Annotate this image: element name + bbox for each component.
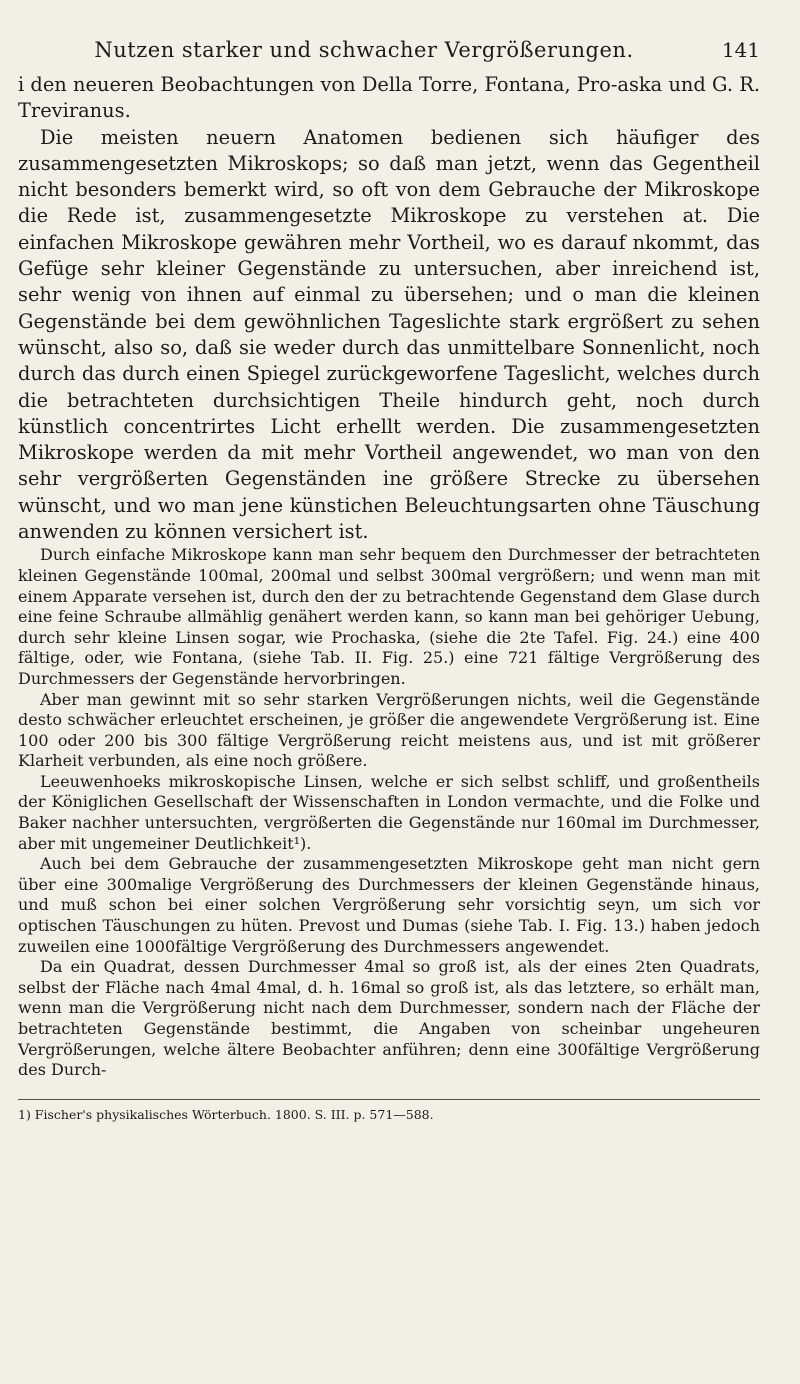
- small-print-paragraph: Durch einfache Mikroskope kann man sehr bequem den Durchmesser der betrachteten kleinen Gegenstände 100mal, 200mal und selbst 300mal vergrößern; und wenn man mit einem Apparate versehen ist, durch den der zu betrachtende Gegenstand dem Glase durch eine feine Schraube allmählig genähert werden kann, so kann man bei gehöriger Uebung, durch sehr kleine Linsen sogar, wie Prochaska, (siehe die 2te Tafel. Fig. 24.) eine 400 fältige, oder, wie Fontana, (siehe Tab. II. Fig. 25.) eine 721 fältige Vergrößerung des Durchmessers der Gegenstände hervorbringen.: [18, 545, 760, 688]
- small-print-paragraph: Aber man gewinnt mit so sehr starken Vergrößerungen nichts, weil die Gegenstände desto schwächer erleuchtet erscheinen, je größer die angewendete Vergrößerung ist. Eine 100 oder 200 bis 300 fältige Vergrößerung reicht meistens aus, und ist mit größerer Klarheit verbunden, als eine noch größere.: [18, 689, 760, 771]
- footnote-divider: [18, 1099, 760, 1100]
- body-paragraph: i den neueren Beobachtungen von Della Torre, Fontana, Pro-aska und G. R. Treviranus.: [18, 73, 760, 123]
- small-print-paragraph: Auch bei dem Gebrauche der zusammengesetzten Mikroskope geht man nicht gern über eine 300malige Vergrößerung des Durchmessers der kleinen Gegenstände hinaus, und muß schon bei einer solchen Vergrößerung sehr vorsichtig seyn, um sich vor optischen Täuschungen zu hüten. Prevost und Dumas (siehe Tab. I. Fig. 13.) haben jedoch zuweilen eine 1000fältige Vergrößerung des Durchmessers angewendet.: [18, 854, 760, 956]
- footnote: 1) Fischer's physikalisches Wörterbuch. 1800. S. III. p. 571—588.: [18, 1106, 434, 1122]
- page-number: 141: [721, 38, 760, 62]
- small-print-paragraph: Da ein Quadrat, dessen Durchmesser 4mal so groß ist, als der eines 2ten Quadrats, selbst der Fläche nach 4mal 4mal, d. h. 16mal so groß ist, als das letztere, so erhält man, wenn man die Vergrößerung nicht nach dem Durchmesser, sondern nach der Fläche der betrachteten Gegenstände bestimmt, die Angaben von scheinbar ungeheuren Vergrößerungen, welche ältere Beobachter anführen; denn eine 300fältige Vergrößerung des Durch-: [18, 957, 760, 1080]
- running-header: [18, 38, 760, 62]
- small-print-paragraph: Leeuwenhoeks mikroskopische Linsen, welche er sich selbst schliff, und großentheils der Königlichen Gesellschaft der Wissenschaften in London vermachte, und die Folke und Baker nachher untersuchten, vergrößerten die Gegenstände nur 160mal im Durchmesser, aber mit ungemeiner Deutlichkeit¹).: [18, 771, 760, 853]
- body-paragraph: Die meisten neuern Anatomen bedienen sich häufiger des zusammengesetzten Mikroskops; so daß man jetzt, wenn das Gegentheil nicht besonders bemerkt wird, so oft von dem Gebrauche der Mikroskope die Rede ist, zusammengesetzte Mikroskope zu verstehen at. Die einfachen Mikroskope gewähren mehr Vortheil, wo es darauf nkommt, das Gefüge sehr kleiner Gegenstände zu untersuchen, aber inreichend ist, sehr wenig von ihnen auf einmal zu übersehen; und o man die kleinen Gegenstände bei dem gewöhnlichen Tageslichte stark ergrößert zu sehen wünscht, also so, daß sie weder durch das unmittelbare Sonnenlicht, noch durch das durch einen Spiegel zurückgeworfene Tageslicht, welches durch die betrachteten durchsichtigen Theile hindurch geht, noch durch künstlich concentrirtes Licht erhellt werden. Die zusammengesetzten Mikroskope werden da mit mehr Vortheil angewendet, wo man von den sehr vergrößerten Gegenständen ine größere Strecke zu übersehen wünscht, und wo man jene künstichen Beleuchtungsarten ohne Täuschung anwenden zu können versichert ist.: [18, 125, 760, 544]
- running-title: Nutzen starker und schwacher Vergrößerungen.: [94, 38, 634, 62]
